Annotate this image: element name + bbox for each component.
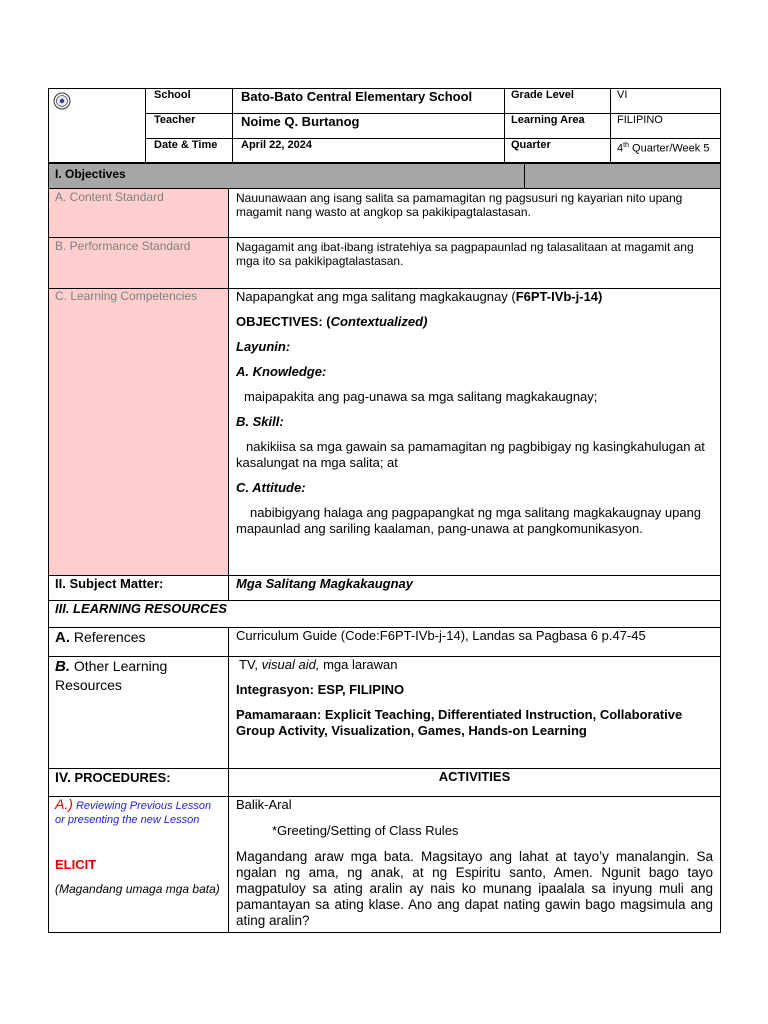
teacher-label: Teacher [145, 113, 233, 139]
grade-value: VI [610, 88, 721, 114]
area-value: FILIPINO [610, 113, 721, 139]
learning-competencies-label: C. Learning Competencies [48, 288, 229, 576]
content-standard-label: A. Content Standard [48, 188, 229, 238]
performance-standard-text: Nagagamit ang ibat-ibang istratehiya sa pagpapaunlad ng talasalitaan at magamit ang mga ito sa pakikipagtalastasan. [228, 237, 721, 289]
subject-matter-label: II. Subject Matter: [48, 575, 229, 601]
activities-heading: ACTIVITIES [228, 768, 721, 797]
procedure-a-content: Balik-Aral *Greeting/Setting of Class Rules Magandang araw mga bata. Magsitayo ang lahat at tayo’y manalangin. Sa ngalan ng ama, ng anak, at ng Espiritu santo, Amen. Ngunit bago tayo magpatuloy sa ating aralin ay nais ko munang ipaalala sa inyung muli ang pamantayan sa ating klase. Ano ang dapat nating gawin bago magsimula ang ating aralin? [228, 796, 721, 933]
deped-seal-icon [53, 92, 71, 110]
school-label: School [145, 88, 233, 114]
teacher-value: Noime Q. Burtanog [232, 113, 505, 139]
elicit-label: ELICIT [55, 857, 97, 872]
procedures-heading: IV. PROCEDURES: [48, 768, 229, 797]
logo-cell [48, 88, 146, 163]
other-resources-value: TV, visual aid, mga larawan Integrasyon: ESP, FILIPINO Pamamaraan: Explicit Teaching, Differentiated Instruction, Collaborative Group Activity, Visualization, Games, Hands-on Learning [228, 656, 721, 769]
procedure-a-label: A.) Reviewing Previous Lesson or presenting the new Lesson ELICIT (Magandang umaga mga bata) [48, 796, 229, 933]
learning-resources-heading: III. LEARNING RESOURCES [48, 600, 721, 628]
objectives-header: I. Objectives [48, 163, 525, 189]
learning-competencies-text: Napapangkat ang mga salitang magkakaugnay (F6PT-IVb-j-14) OBJECTIVES: (Contextualized) Layunin: A. Knowledge: maipapakita ang pag-unawa sa mga salitang magkakaugnay; B. Skill: nakikiisa sa mga gawain sa pamamagitan ng pagbibigay ng kasingkahulugan at kasalungat na mga salita; at C. Attitude: nabibigyang halaga ang pagpapangkat ng mga salitang magkakaugnay upang mapaunlad ang sariling kaalaman, pang-unawa at pangkomunikasyon. [228, 288, 721, 576]
quarter-label: Quarter [504, 138, 611, 163]
date-value: April 22, 2024 [232, 138, 505, 163]
subject-matter-value: Mga Salitang Magkakaugnay [228, 575, 721, 601]
grade-label: Grade Level [504, 88, 611, 114]
school-value: Bato-Bato Central Elementary School [232, 88, 505, 114]
performance-standard-label: B. Performance Standard [48, 237, 229, 289]
quarter-value: 4th Quarter/Week 5 [610, 138, 721, 163]
references-value: Curriculum Guide (Code:F6PT-IVb-j-14), Landas sa Pagbasa 6 p.47-45 [228, 627, 721, 657]
date-label: Date & Time [145, 138, 233, 163]
objectives-header-right [524, 163, 721, 189]
content-standard-text: Nauunawaan ang isang salita sa pamamagitan ng pagsusuri ng kayarian nito upang magamit nang wasto at angkop sa pakikipagtalastasan. [228, 188, 721, 238]
references-label: A. References [48, 627, 229, 657]
area-label: Learning Area [504, 113, 611, 139]
other-resources-label: B. Other Learning Resources [48, 656, 229, 769]
